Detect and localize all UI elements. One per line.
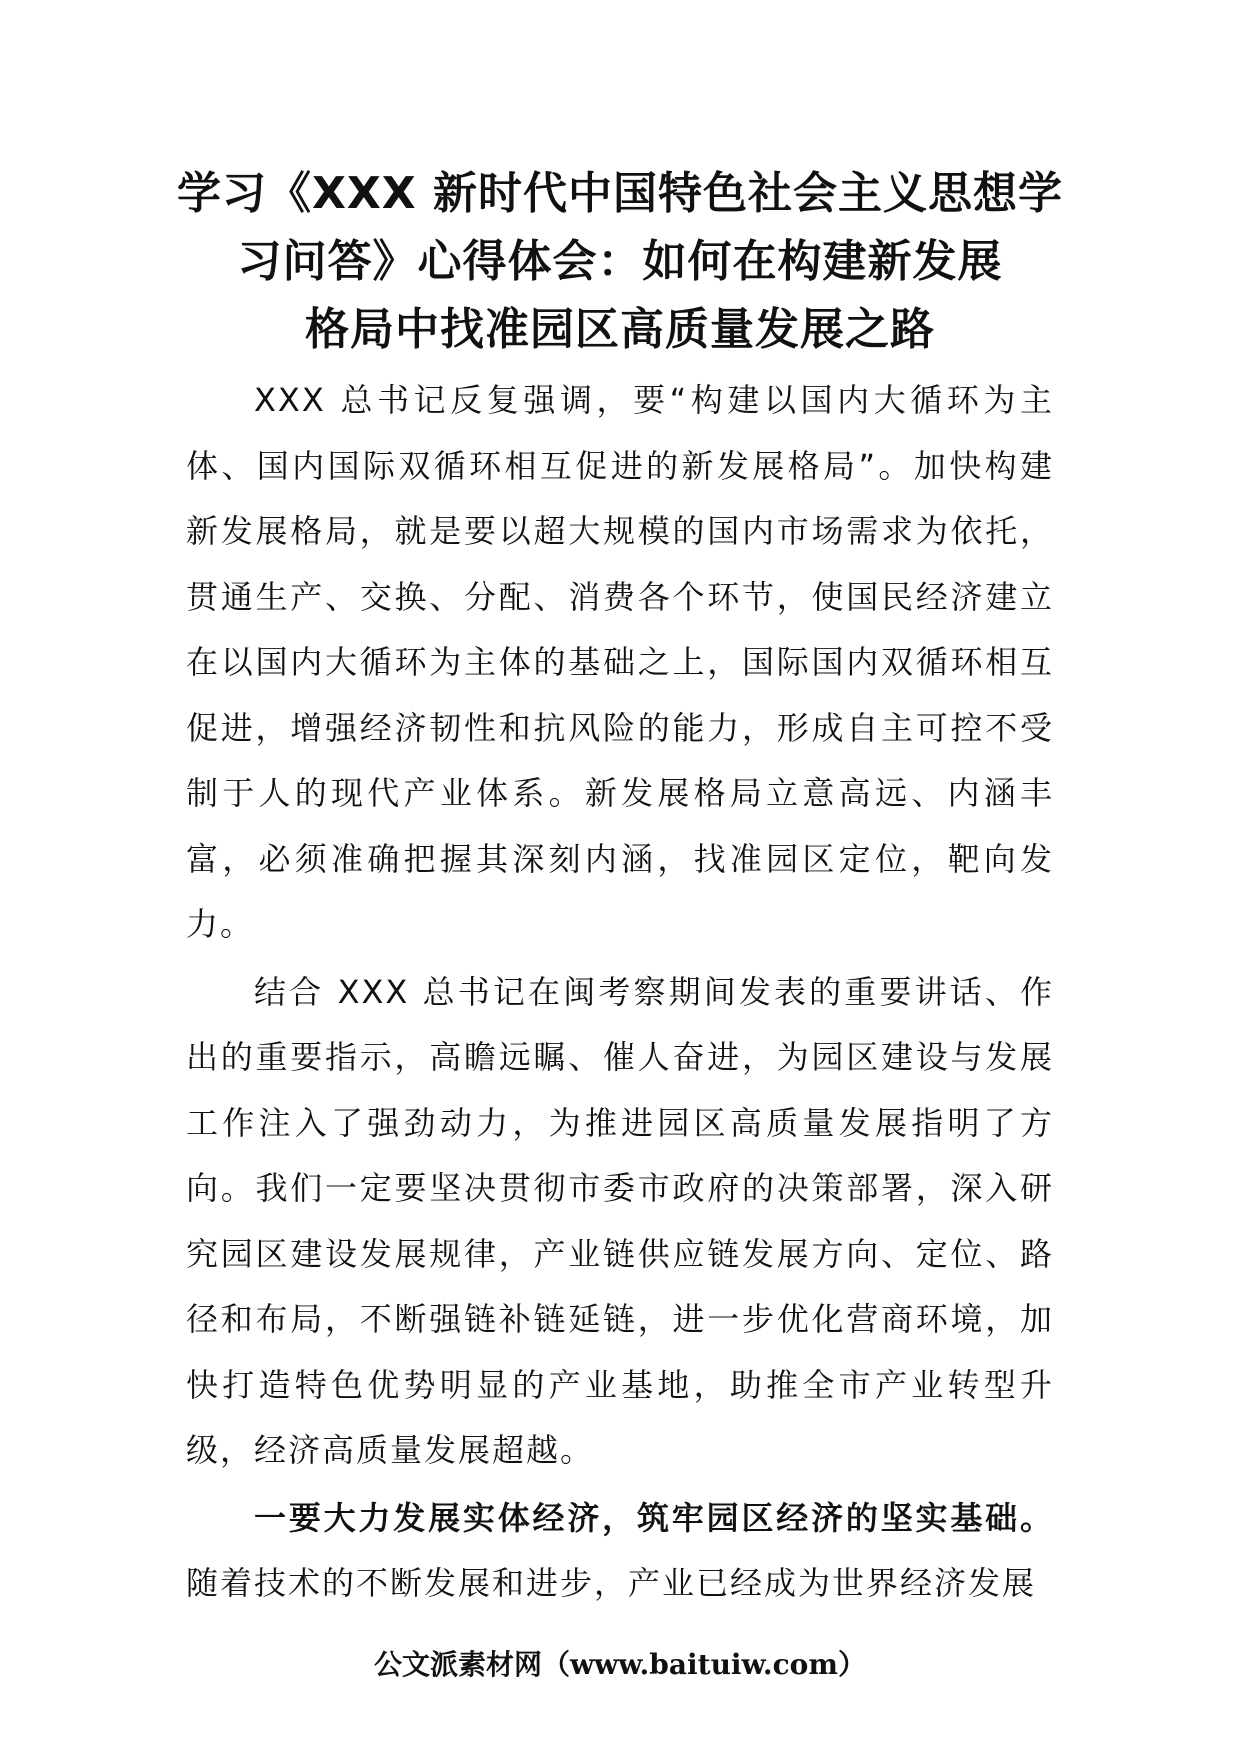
title-line-1: 学习《XXX 新时代中国特色社会主义思想学 — [176, 168, 1064, 219]
document-body — [186, 368, 1054, 1619]
title-line-2: 习问答》心得体会：如何在构建新发展 — [237, 236, 1003, 287]
paragraph-3 — [186, 1486, 1054, 1617]
paragraph-3-rest: 随着技术的不断发展和进步，产业已经成为世界经济发展 — [186, 1564, 1037, 1602]
document-title — [150, 160, 1090, 364]
paragraph-2: 结合 XXX 总书记在闽考察期间发表的重要讲话、作出的重要指示，高瞻远瞩、催人奋进，为园区建设与发展工作注入了强劲动力，为推进园区高质量发展指明了方向。我们一定要坚决贯彻市委市政府的决策部署，深入研究园区建设发展规律，产业链供应链发展方向、定位、路径和布局，不断强链补链延链，进一步优化营商环境，加快打造特色优势明显的产业基地，助推全市产业转型升级，经济高质量发展超越。 — [186, 972, 1054, 1469]
paragraph-3-lead: 一要大力发展实体经济，筑牢园区经济的坚实基础。 — [254, 1498, 1054, 1537]
footer-watermark: 公文派素材网（www.baituiw.com） — [374, 1648, 866, 1681]
paragraph-1: XXX 总书记反复强调，要“构建以国内大循环为主体、国内国际双循环相互促进的新发展格局”。加快构建新发展格局，就是要以超大规模的国内市场需求为依托，贯通生产、交换、分配、消费各个环节，使国民经济建立在以国内大循环为主体的基础之上，国际国内双循环相互促进，增强经济韧性和抗风险的能力，形成自主可控不受制于人的现代产业体系。新发展格局立意高远、内涵丰富，必须准确把握其深刻内涵，找准园区定位，靶向发力。 — [186, 381, 1054, 943]
title-line-3: 格局中找准园区高质量发展之路 — [305, 304, 935, 355]
